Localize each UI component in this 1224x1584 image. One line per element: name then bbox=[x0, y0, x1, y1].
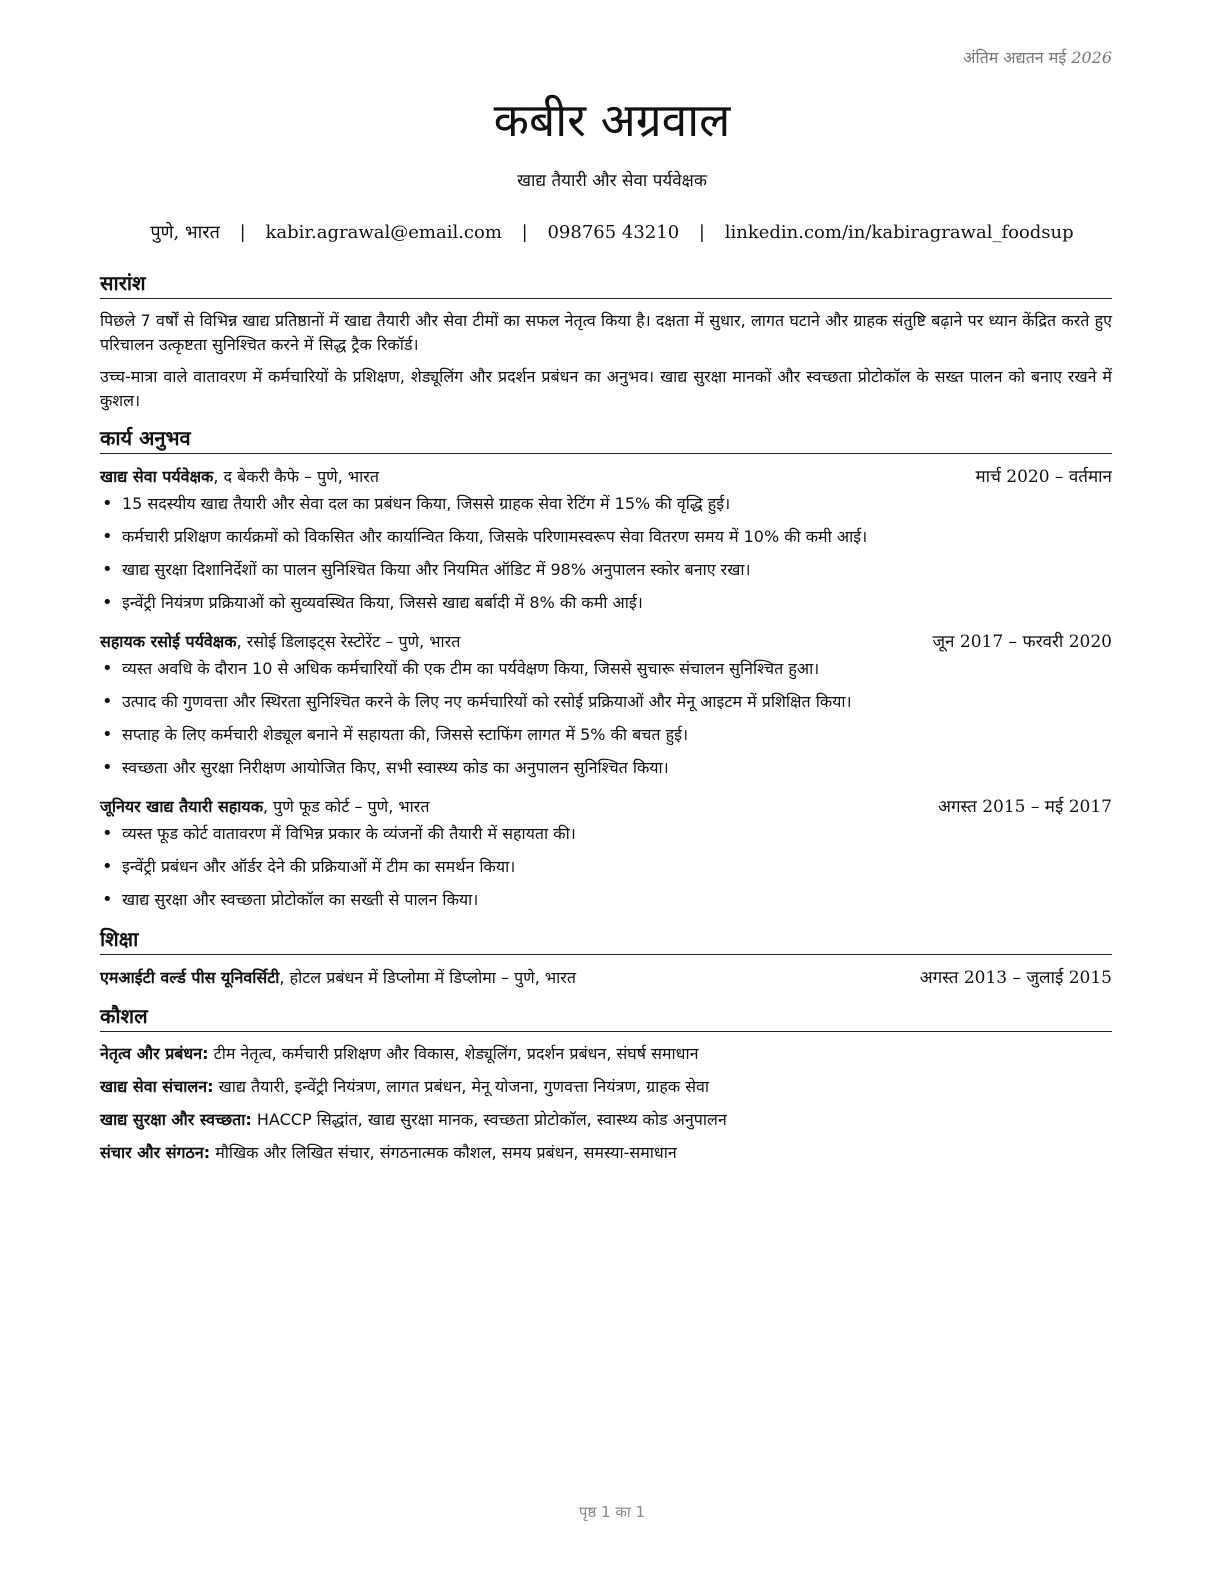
summary-section bbox=[100, 270, 1112, 413]
education-line bbox=[100, 965, 576, 991]
skill-value: टीम नेतृत्व, कर्मचारी प्रशिक्षण और विकास, शेड्यूलिंग, प्रदर्शन प्रबंधन, संघर्ष समाधान bbox=[208, 1044, 699, 1063]
job-bullet: • व्यस्त फूड कोर्ट वातावरण में विभिन्न प्रकार के व्यंजनों की तैयारी में सहायता की। bbox=[100, 822, 1112, 846]
education-entry bbox=[100, 965, 1112, 991]
contact-separator: | bbox=[521, 222, 528, 243]
last-updated-label: अंतिम अद्यतन मई bbox=[963, 48, 1067, 67]
skill-row bbox=[100, 1108, 1112, 1132]
job-bullet: • कर्मचारी प्रशिक्षण कार्यक्रमों को विकसित और कार्यान्वित किया, जिसके परिणामस्वरूप सेवा वितरण समय में 10% की कमी आई। bbox=[100, 525, 1112, 549]
contact-line bbox=[0, 220, 1224, 244]
job-bullet: • खाद्य सुरक्षा और स्वच्छता प्रोटोकॉल का सख्ती से पालन किया। bbox=[100, 888, 1112, 912]
contact-separator: | bbox=[239, 222, 246, 243]
contact-phone: 098765 43210 bbox=[547, 222, 680, 243]
candidate-name: कबीर अग्रवाल bbox=[493, 93, 731, 147]
job-position: सहायक रसोई पर्यवेक्षक bbox=[100, 632, 237, 651]
job-bullets bbox=[100, 822, 1112, 912]
job-dates: अगस्त 2015 – मई 2017 bbox=[937, 797, 1112, 817]
job-bullet: • इन्वेंट्री नियंत्रण प्रक्रियाओं को सुव्यवस्थित किया, जिससे खाद्य बर्बादी में 8% की कमी आई। bbox=[100, 591, 1112, 615]
contact-location: पुणे, भारत bbox=[150, 222, 220, 243]
job-bullet: • सप्ताह के लिए कर्मचारी शेड्यूल बनाने में सहायता की, जिससे स्टाफिंग लागत में 5% की बचत हुई। bbox=[100, 723, 1112, 747]
job-bullets bbox=[100, 492, 1112, 615]
section-title-education: शिक्षा bbox=[100, 926, 1112, 955]
experience-section bbox=[100, 425, 1112, 912]
job-header bbox=[100, 794, 1112, 820]
job-header bbox=[100, 464, 1112, 490]
job-title-line bbox=[100, 464, 379, 490]
candidate-role: खाद्य तैयारी और सेवा पर्यवेक्षक bbox=[517, 171, 707, 191]
job-org: , रसोई डिलाइट्स रेस्टोरेंट – पुणे, भारत bbox=[236, 632, 461, 651]
last-updated bbox=[963, 46, 1112, 68]
job-org: , द बेकरी कैफे – पुणे, भारत bbox=[213, 467, 379, 486]
job-bullet: • खाद्य सुरक्षा दिशानिर्देशों का पालन सुनिश्चित किया और नियमित ऑडिट में 98% अनुपालन स्कोर बनाए रखा। bbox=[100, 558, 1112, 582]
education-details: , होटल प्रबंधन में डिप्लोमा में डिप्लोमा – पुणे, भारत bbox=[279, 968, 576, 987]
contact-linkedin[interactable]: linkedin.com/in/kabiragrawal_foodsup bbox=[724, 222, 1074, 243]
skill-row bbox=[100, 1042, 1112, 1066]
job-title-line bbox=[100, 629, 460, 655]
job-bullet: • 15 सदस्यीय खाद्य तैयारी और सेवा दल का प्रबंधन किया, जिससे ग्राहक सेवा रेटिंग में 15% की वृद्धि हुई। bbox=[100, 492, 1112, 516]
job-header bbox=[100, 629, 1112, 655]
job-position: जूनियर खाद्य तैयारी सहायक bbox=[100, 797, 263, 816]
section-title-experience: कार्य अनुभव bbox=[100, 425, 1112, 454]
skills-section bbox=[100, 1003, 1112, 1165]
skill-row bbox=[100, 1075, 1112, 1099]
section-title-summary: सारांश bbox=[100, 270, 1112, 299]
job-bullet: • उत्पाद की गुणवत्ता और स्थिरता सुनिश्चित करने के लिए नए कर्मचारियों को रसोई प्रक्रियाओं और मेनू आइटम में प्रशिक्षित किया। bbox=[100, 690, 1112, 714]
job-dates: मार्च 2020 – वर्तमान bbox=[975, 467, 1112, 487]
skill-label: संचार और संगठन: bbox=[100, 1143, 211, 1162]
skill-label: खाद्य सेवा संचालन: bbox=[100, 1077, 214, 1096]
job-position: खाद्य सेवा पर्यवेक्षक bbox=[100, 467, 214, 486]
job-org: , पुणे फूड कोर्ट – पुणे, भारत bbox=[263, 797, 430, 816]
skill-label: खाद्य सुरक्षा और स्वच्छता: bbox=[100, 1110, 252, 1129]
last-updated-year: 2026 bbox=[1071, 48, 1112, 67]
job-entry bbox=[100, 794, 1112, 912]
job-bullet: • इन्वेंट्री प्रबंधन और ऑर्डर देने की प्रक्रियाओं में टीम का समर्थन किया। bbox=[100, 855, 1112, 879]
contact-separator: | bbox=[698, 222, 705, 243]
education-section bbox=[100, 926, 1112, 991]
skill-value: खाद्य तैयारी, इन्वेंट्री नियंत्रण, लागत प्रबंधन, मेनू योजना, गुणवत्ता नियंत्रण, ग्राहक सेवा bbox=[213, 1077, 710, 1096]
contact-email[interactable]: kabir.agrawal@email.com bbox=[265, 222, 502, 243]
page-number: पृष्ठ 1 का 1 bbox=[578, 1503, 646, 1521]
summary-paragraph: उच्च-मात्रा वाले वातावरण में कर्मचारियों के प्रशिक्षण, शेड्यूलिंग और प्रदर्शन प्रबंधन का अनुभव। खाद्य सुरक्षा मानकों और स्वच्छता प्रोटोकॉल के सख्त पालन को बनाए रखने में कुशल। bbox=[100, 367, 1112, 410]
job-entry bbox=[100, 629, 1112, 780]
education-institution: एमआईटी वर्ल्ड पीस यूनिवर्सिटी bbox=[100, 968, 280, 987]
job-title-line bbox=[100, 794, 429, 820]
skill-value: HACCP सिद्धांत, खाद्य सुरक्षा मानक, स्वच्छता प्रोटोकॉल, स्वास्थ्य कोड अनुपालन bbox=[251, 1110, 727, 1129]
skill-row bbox=[100, 1141, 1112, 1165]
resume-content bbox=[100, 270, 1112, 1174]
summary-paragraph: पिछले 7 वर्षों से विभिन्न खाद्य प्रतिष्ठानों में खाद्य तैयारी और सेवा टीमों का सफल नेतृत्व किया है। दक्षता में सुधार, लागत घटाने और ग्राहक संतुष्टि बढ़ाने पर ध्यान केंद्रित करते हुए परिचालन उत्कृष्टता सुनिश्चित करने में सिद्ध ट्रैक रिकॉर्ड। bbox=[100, 311, 1112, 354]
skill-value: मौखिक और लिखित संचार, संगठनात्मक कौशल, समय प्रबंधन, समस्या-समाधान bbox=[210, 1143, 677, 1162]
section-title-skills: कौशल bbox=[100, 1003, 1112, 1032]
job-bullets bbox=[100, 657, 1112, 780]
job-bullet: • स्वच्छता और सुरक्षा निरीक्षण आयोजित किए, सभी स्वास्थ्य कोड का अनुपालन सुनिश्चित किया। bbox=[100, 756, 1112, 780]
job-bullet: • व्यस्त अवधि के दौरान 10 से अधिक कर्मचारियों की एक टीम का पर्यवेक्षण किया, जिससे सुचारू संचालन सुनिश्चित हुआ। bbox=[100, 657, 1112, 681]
skill-label: नेतृत्व और प्रबंधन: bbox=[100, 1044, 209, 1063]
education-dates: अगस्त 2013 – जुलाई 2015 bbox=[919, 968, 1112, 988]
job-entry bbox=[100, 464, 1112, 615]
job-dates: जून 2017 – फरवरी 2020 bbox=[932, 632, 1112, 652]
